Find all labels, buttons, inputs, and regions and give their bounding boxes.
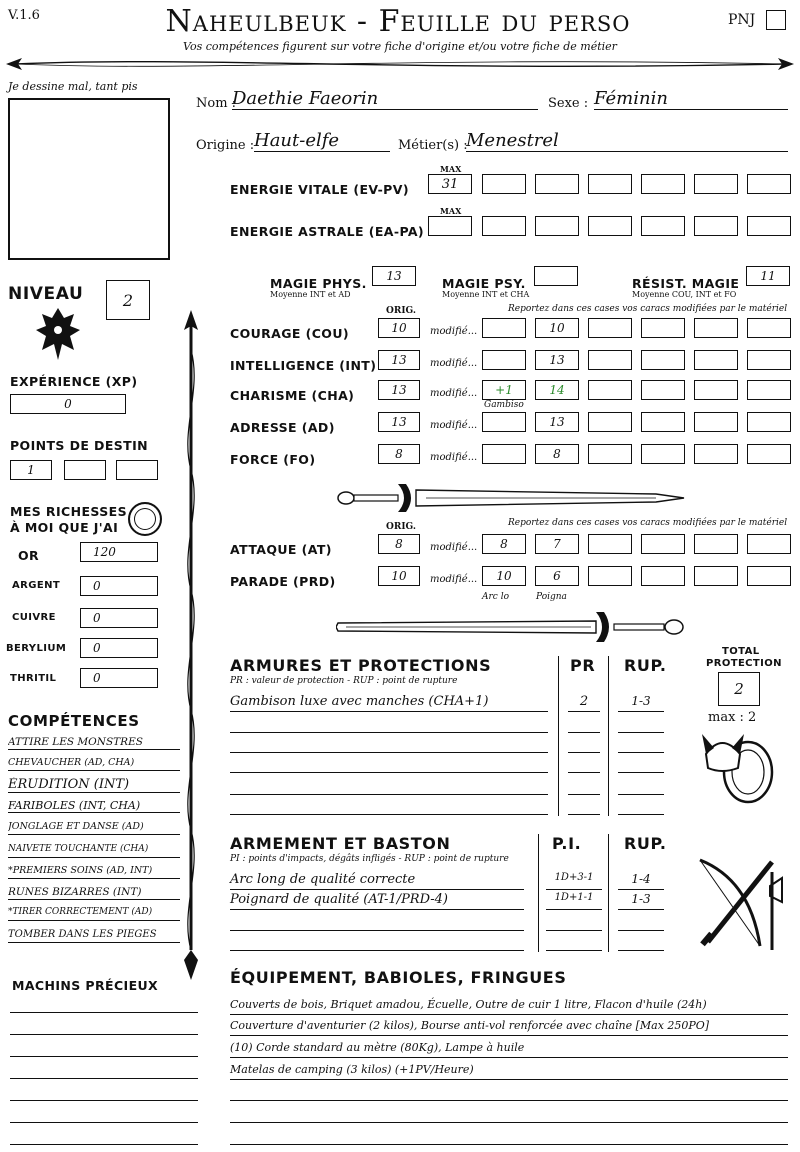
magic-phys-box[interactable]: 13	[372, 266, 416, 286]
stat-cell[interactable]	[694, 444, 738, 464]
stat-cell[interactable]	[747, 318, 791, 338]
weapon-row-pi[interactable]: 1D+3-1	[546, 872, 602, 890]
armor-row-line[interactable]	[618, 752, 664, 753]
stat-cell[interactable]	[747, 444, 791, 464]
combat-cell[interactable]	[588, 534, 632, 554]
stat-cell[interactable]	[482, 350, 526, 370]
ev-label: ENERGIE VITALE (EV-PV)	[230, 182, 409, 197]
magic-psy-box[interactable]	[534, 266, 578, 286]
stat-cell[interactable]: 8	[535, 444, 579, 464]
treasure-line[interactable]	[10, 1100, 198, 1101]
armor-row-line[interactable]	[618, 732, 664, 733]
combat-cell[interactable]	[641, 566, 685, 586]
stat-orig-ad[interactable]: 13	[378, 412, 420, 432]
xp-box[interactable]: 0	[10, 394, 126, 414]
ev-box[interactable]	[694, 174, 738, 194]
stat-cell[interactable]	[482, 412, 526, 432]
stat-label-cha: CHARISME (CHA)	[230, 388, 355, 403]
armor-row-name[interactable]: Gambison luxe avec manches (CHA+1)	[230, 694, 548, 712]
stat-cell[interactable]	[482, 318, 526, 338]
armor-row-line[interactable]	[568, 752, 600, 753]
magic-resist-box[interactable]: 11	[746, 266, 790, 286]
combat-modified-label: modifié...	[430, 542, 478, 553]
sex-field[interactable]: Féminin	[594, 88, 788, 110]
spear-decoration	[178, 310, 204, 980]
cha-note: Gambiso	[484, 400, 524, 410]
sheet-title: Naheulbeuk - Feuille du perso	[165, 4, 631, 39]
armor-col-pr: PR	[570, 656, 596, 675]
destiny-box[interactable]	[116, 460, 158, 480]
stat-cell[interactable]	[588, 350, 632, 370]
combat-cell[interactable]: 10	[482, 566, 526, 586]
name-field[interactable]: Daethie Faeorin	[232, 88, 538, 110]
stat-cell[interactable]	[747, 412, 791, 432]
weapon-row-line[interactable]	[230, 950, 524, 951]
armor-row-line[interactable]	[230, 794, 548, 795]
magic-phys-hint: Moyenne INT et AD	[270, 290, 351, 299]
combat-cell[interactable]	[747, 566, 791, 586]
wealth-or-label: OR	[18, 548, 40, 563]
stat-cell[interactable]	[641, 380, 685, 400]
skills-label: COMPÉTENCES	[8, 712, 140, 730]
ea-box[interactable]	[482, 216, 526, 236]
name-label: Nom :	[196, 96, 237, 111]
title-arrow-decoration	[6, 52, 794, 76]
ea-max-box[interactable]	[428, 216, 472, 236]
helmet-shield-icon	[702, 726, 776, 806]
stat-cell[interactable]	[747, 350, 791, 370]
stat-cell[interactable]	[694, 412, 738, 432]
ev-box[interactable]	[482, 174, 526, 194]
skill-line[interactable]: ÉRUDITION (INT)	[8, 777, 180, 793]
wealth-label-2: À MOI QUE J'AI	[10, 520, 119, 535]
treasure-line[interactable]	[10, 1144, 198, 1145]
level-label: NIVEAU	[8, 284, 84, 304]
treasure-line[interactable]	[10, 1122, 198, 1123]
equipment-line[interactable]: Couverture d'aventurier (2 kilos), Bourse anti-vol renforcée avec chaîne [Max 250PO]	[230, 1019, 788, 1036]
combat-note-2: Poigna	[536, 592, 567, 602]
magic-psy-label: MAGIE PSY.	[442, 276, 526, 291]
destiny-box[interactable]: 1	[10, 460, 52, 480]
weapon-row-name[interactable]: Arc long de qualité correcte	[230, 872, 524, 890]
equipment-line[interactable]: Couverts de bois, Briquet amadou, Écuelle, Outre de cuir 1 litre, Flacon d'huile (24h)	[230, 998, 788, 1015]
armor-row-line[interactable]	[230, 772, 548, 773]
wealth-label: MES RICHESSES	[10, 504, 127, 519]
weapon-row-line[interactable]	[546, 950, 602, 951]
stat-cell[interactable]	[588, 412, 632, 432]
ev-box[interactable]	[641, 174, 685, 194]
armor-row-line[interactable]	[568, 794, 600, 795]
destiny-label: POINTS DE DESTIN	[10, 438, 149, 453]
ea-box[interactable]	[535, 216, 579, 236]
equipment-line[interactable]	[230, 1100, 788, 1101]
armor-title: ARMURES ET PROTECTIONS	[230, 656, 492, 675]
armor-row-line[interactable]	[230, 752, 548, 753]
total-protection-box[interactable]: 2	[718, 672, 760, 706]
stat-cell[interactable]	[641, 412, 685, 432]
combat-modified-label: modifié...	[430, 574, 478, 585]
ea-label: ENERGIE ASTRALE (EA-PA)	[230, 224, 425, 239]
stat-modified-label: modifié...	[430, 420, 478, 431]
origin-field[interactable]: Haut-elfe	[254, 130, 390, 152]
armor-row-line[interactable]	[230, 814, 548, 815]
equipment-line[interactable]	[230, 1144, 788, 1145]
stat-cell[interactable]	[588, 380, 632, 400]
wealth-or-box[interactable]: 120	[80, 542, 158, 562]
weapon-row-line[interactable]	[546, 930, 602, 931]
stat-label-fo: FORCE (FO)	[230, 452, 316, 467]
weapons-col-rup: RUP.	[624, 834, 667, 853]
stat-modified-label: modifié...	[430, 388, 478, 399]
combat-note-1: Arc lo	[482, 592, 509, 602]
combat-orig-prd[interactable]: 10	[378, 566, 420, 586]
skill-line[interactable]: TOMBER DANS LES PIÈGES	[8, 929, 180, 943]
sword-icon	[336, 610, 686, 644]
stat-cell[interactable]: 10	[535, 318, 579, 338]
weapon-row-line[interactable]	[618, 950, 664, 951]
armor-col-rup: RUP.	[624, 656, 667, 675]
level-box[interactable]: 2	[106, 280, 150, 320]
combat-label-at: ATTAQUE (AT)	[230, 542, 332, 557]
total-protection-label: TOTAL	[722, 646, 760, 657]
stat-cell[interactable]: +1	[482, 380, 526, 400]
wealth-cuivre-box[interactable]: 0	[80, 608, 158, 628]
total-protection-max: max : 2	[708, 710, 757, 725]
weapon-row-pi[interactable]: 1D+1-1	[546, 892, 602, 910]
stats-note: Reportez dans ces cases vos caracs modifiées par le matériel	[508, 304, 788, 314]
armor-row-line[interactable]	[618, 814, 664, 815]
skill-line[interactable]: ATTIRE LES MONSTRES	[8, 736, 180, 750]
ea-max-label: MAX	[440, 206, 462, 216]
armor-divider	[558, 656, 559, 816]
origin-label: Origine :	[196, 138, 255, 153]
weapon-row-name[interactable]: Poignard de qualité (AT-1/PRD-4)	[230, 892, 524, 910]
sex-label: Sexe :	[548, 96, 589, 111]
stat-cell[interactable]: 13	[535, 350, 579, 370]
skill-line[interactable]: *PREMIERS SOINS (AD, INT)	[8, 865, 180, 879]
ea-box[interactable]	[694, 216, 738, 236]
stat-label-int: INTELLIGENCE (INT)	[230, 358, 377, 373]
npc-checkbox[interactable]	[766, 10, 786, 30]
wealth-thritil-label: THRITIL	[10, 673, 57, 684]
magic-resist-hint: Moyenne COU, INT et FO	[632, 290, 737, 299]
portrait-box[interactable]	[8, 98, 170, 260]
ev-max-box[interactable]: 31	[428, 174, 472, 194]
magic-psy-hint: Moyenne INT et CHA	[442, 290, 530, 299]
armor-row-rup[interactable]: 1-3	[618, 694, 664, 712]
ea-box[interactable]	[641, 216, 685, 236]
crossed-weapons-icon	[690, 850, 786, 956]
combat-orig-label: ORIG.	[386, 522, 417, 532]
ev-max-label: MAX	[440, 164, 462, 174]
armor-row-pr[interactable]: 2	[568, 694, 600, 712]
stat-orig-cha[interactable]: 13	[378, 380, 420, 400]
weapons-hint: PI : points d'impacts, dégâts infligés - RUP : point de rupture	[230, 854, 509, 864]
combat-cell[interactable]	[694, 566, 738, 586]
stat-modified-label: modifié...	[430, 326, 478, 337]
skill-line[interactable]: *TIRER CORRECTEMENT (AD)	[8, 907, 180, 921]
armor-divider	[608, 656, 609, 816]
combat-note: Reportez dans ces cases vos caracs modifiées par le matériel	[508, 518, 788, 528]
weapon-row-rup[interactable]: 1-3	[618, 892, 664, 910]
combat-cell[interactable]: 7	[535, 534, 579, 554]
stat-cell[interactable]: 13	[535, 412, 579, 432]
ev-box[interactable]	[588, 174, 632, 194]
ev-box[interactable]	[535, 174, 579, 194]
armor-row-line[interactable]	[568, 732, 600, 733]
equipment-line[interactable]: (10) Corde standard au mètre (80Kg), Lampe à huile	[230, 1041, 788, 1058]
sword-icon	[336, 480, 686, 516]
combat-cell[interactable]	[588, 566, 632, 586]
xp-label: EXPÉRIENCE (XP)	[10, 374, 138, 389]
equipment-line[interactable]: Matelas de camping (3 kilos) (+1PV/Heure)	[230, 1063, 788, 1080]
weapons-col-pi: P.I.	[552, 834, 582, 853]
combat-cell[interactable]	[641, 534, 685, 554]
treasure-line[interactable]	[10, 1056, 198, 1057]
stat-cell[interactable]: 14	[535, 380, 579, 400]
npc-label: PNJ	[728, 12, 756, 28]
weapons-divider	[538, 834, 539, 952]
version-label: V.1.6	[8, 8, 40, 23]
skill-line[interactable]: NAÏVETÉ TOUCHANTE (CHA)	[8, 844, 180, 858]
stat-modified-label: modifié...	[430, 358, 478, 369]
wealth-thritil-box[interactable]: 0	[80, 668, 158, 688]
magic-phys-label: MAGIE PHYS.	[270, 276, 367, 291]
weapon-row-rup[interactable]: 1-4	[618, 872, 664, 890]
treasure-line[interactable]	[10, 1012, 198, 1013]
stat-label-cou: COURAGE (COU)	[230, 326, 349, 341]
stat-cell[interactable]	[641, 318, 685, 338]
magic-resist-label: RÉSIST. MAGIE	[632, 276, 740, 291]
treasure-line[interactable]	[10, 1034, 198, 1035]
treasure-line[interactable]	[10, 1078, 198, 1079]
armor-row-line[interactable]	[618, 794, 664, 795]
treasures-label: MACHINS PRÉCIEUX	[12, 978, 159, 993]
armor-row-line[interactable]	[230, 732, 548, 733]
combat-cell[interactable]	[747, 534, 791, 554]
skill-line[interactable]: FARIBOLES (INT, CHA)	[8, 799, 180, 813]
stat-cell[interactable]	[694, 380, 738, 400]
stat-cell[interactable]	[482, 444, 526, 464]
skill-line[interactable]: RUNES BIZARRES (INT)	[8, 886, 180, 900]
ev-box[interactable]	[747, 174, 791, 194]
combat-orig-at[interactable]: 8	[378, 534, 420, 554]
wealth-argent-label: ARGENT	[12, 580, 61, 591]
stat-orig-int[interactable]: 13	[378, 350, 420, 370]
ea-box[interactable]	[588, 216, 632, 236]
sheet-subtitle: Vos compétences figurent sur votre fiche d'origine et/ou votre fiche de métier	[183, 40, 617, 53]
ea-box[interactable]	[747, 216, 791, 236]
armor-hint: PR : valeur de protection - RUP : point de rupture	[230, 676, 458, 686]
stat-cell[interactable]	[694, 350, 738, 370]
weapon-row-line[interactable]	[230, 930, 524, 931]
portrait-caption: Je dessine mal, tant pis	[8, 80, 138, 93]
destiny-box[interactable]	[64, 460, 106, 480]
armor-row-line[interactable]	[618, 772, 664, 773]
stat-cell[interactable]	[694, 318, 738, 338]
combat-label-prd: PARADE (PRD)	[230, 574, 336, 589]
weapons-title: ARMEMENT ET BASTON	[230, 834, 451, 853]
stat-label-ad: ADRESSE (AD)	[230, 420, 335, 435]
armor-row-line[interactable]	[568, 772, 600, 773]
stat-cell[interactable]	[641, 444, 685, 464]
wealth-argent-box[interactable]: 0	[80, 576, 158, 596]
skill-line[interactable]: JONGLAGE ET DANSE (AD)	[8, 821, 180, 835]
stat-cell[interactable]	[588, 318, 632, 338]
stats-orig-label: ORIG.	[386, 306, 417, 316]
stat-cell[interactable]	[641, 350, 685, 370]
equipment-title: ÉQUIPEMENT, BABIOLES, FRINGUES	[230, 968, 567, 987]
wealth-cuivre-label: CUIVRE	[12, 612, 56, 623]
wealth-berylium-label: BERYLIUM	[6, 643, 67, 654]
wealth-berylium-box[interactable]: 0	[80, 638, 158, 658]
combat-cell[interactable]: 8	[482, 534, 526, 554]
dragon-icon	[34, 304, 82, 364]
job-label: Métier(s) :	[398, 138, 468, 153]
weapon-row-line[interactable]	[618, 930, 664, 931]
stat-cell[interactable]	[588, 444, 632, 464]
total-protection-label-2: PROTECTION	[706, 658, 782, 669]
job-field[interactable]: Menestrel	[466, 130, 788, 152]
equipment-line[interactable]	[230, 1122, 788, 1123]
skill-line[interactable]: CHEVAUCHER (AD, CHA)	[8, 757, 180, 771]
stat-modified-label: modifié...	[430, 452, 478, 463]
stat-orig-fo[interactable]: 8	[378, 444, 420, 464]
combat-cell[interactable]: 6	[535, 566, 579, 586]
stat-cell[interactable]	[747, 380, 791, 400]
combat-cell[interactable]	[694, 534, 738, 554]
coin-icon	[128, 502, 162, 536]
stat-orig-cou[interactable]: 10	[378, 318, 420, 338]
weapons-divider	[608, 834, 609, 952]
armor-row-line[interactable]	[568, 814, 600, 815]
